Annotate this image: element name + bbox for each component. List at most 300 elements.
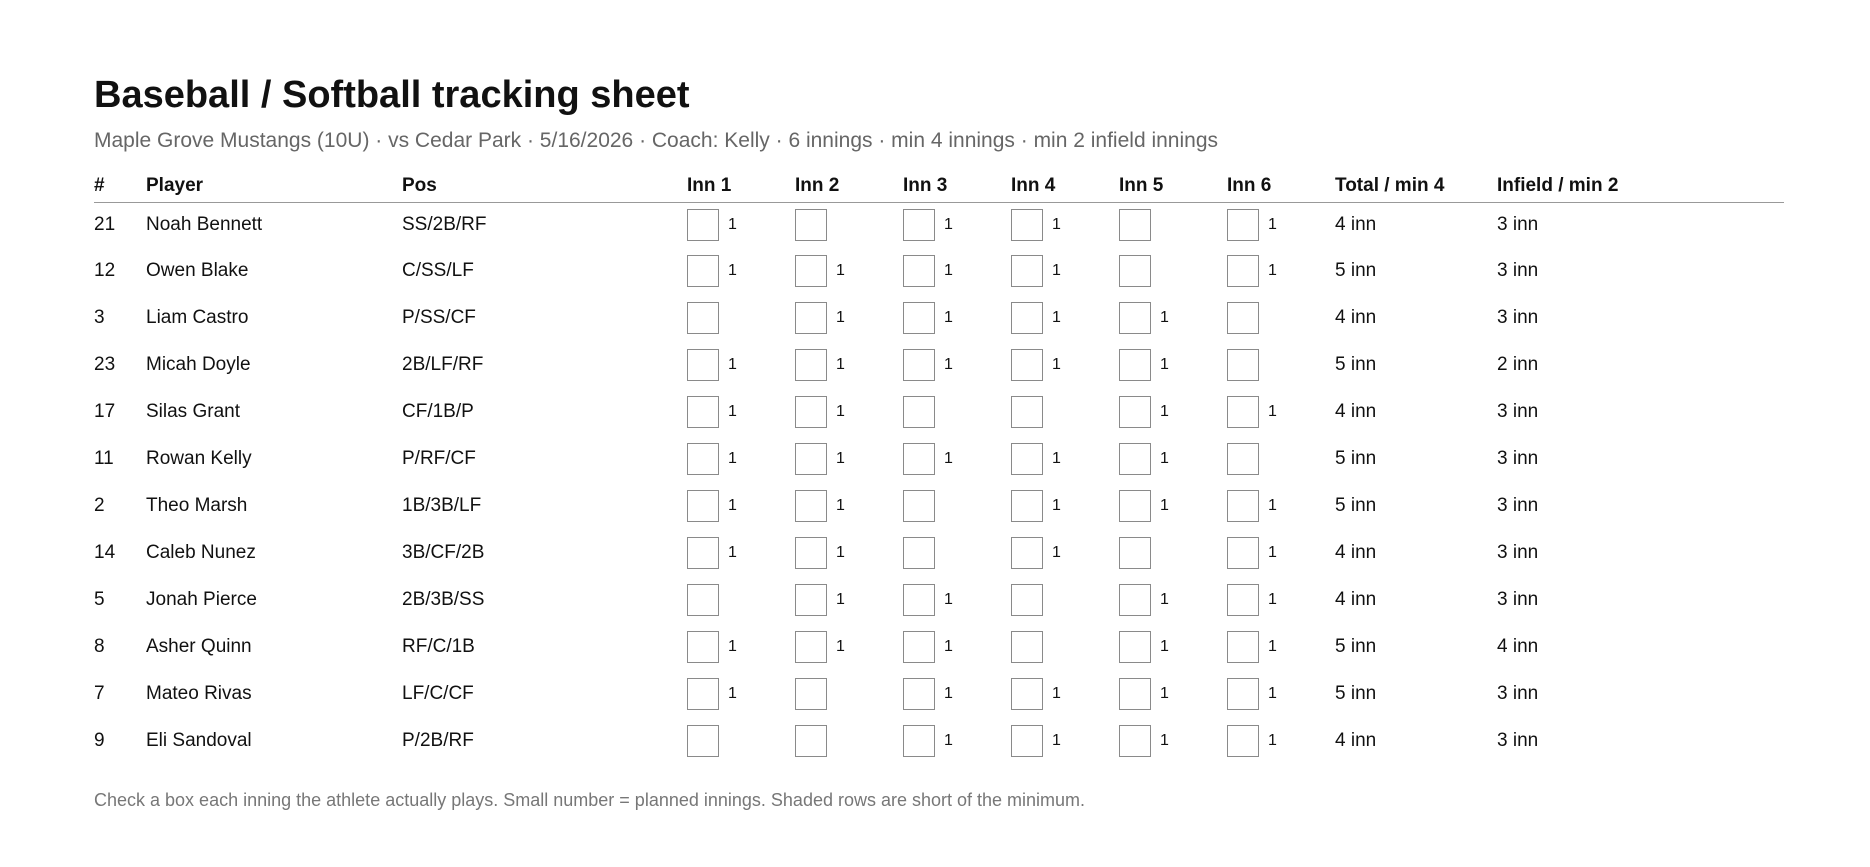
inning-cell-content: [1227, 443, 1335, 475]
planned-innings-label: 1: [944, 590, 953, 608]
inning-checkbox[interactable]: [1119, 209, 1151, 241]
table-row: [94, 203, 1784, 248]
inning-2-cell: [795, 247, 903, 294]
player-number: 21: [94, 214, 116, 235]
planned-innings-label: 1: [1052, 216, 1061, 233]
infield-innings: 4 inn: [1497, 635, 1539, 657]
player-positions: 3B/CF/2B: [402, 541, 485, 563]
inning-cell-content: [1011, 349, 1119, 381]
inning-4-cell: [1011, 294, 1119, 341]
inning-checkbox[interactable]: [1119, 302, 1151, 334]
inning-6-cell: [1227, 670, 1335, 717]
inning-cell-content: [795, 678, 903, 710]
planned-innings-label: 1: [1052, 355, 1061, 373]
planned-innings-label: 1: [1052, 261, 1061, 279]
inning-checkbox[interactable]: [795, 678, 827, 710]
inning-5-cell: [1119, 294, 1227, 341]
inning-2-cell: [795, 388, 903, 435]
inning-cell-content: [1119, 209, 1227, 241]
inning-checkbox[interactable]: [903, 209, 935, 241]
inning-cell-content: [795, 631, 903, 663]
inning-checkbox[interactable]: [687, 302, 719, 334]
inning-checkbox[interactable]: [1227, 725, 1259, 757]
total-innings: 4 inn: [1335, 306, 1377, 328]
player-positions: SS/2B/RF: [402, 214, 487, 235]
inning-cell-content: [1119, 349, 1227, 381]
inning-cell-content: [1227, 302, 1335, 334]
planned-innings-label: 1: [1160, 590, 1169, 608]
table-row: [94, 717, 1784, 764]
inning-checkbox[interactable]: [687, 725, 719, 757]
inning-checkbox[interactable]: [1119, 490, 1151, 522]
inning-4-cell: [1011, 576, 1119, 623]
inning-5-cell: [1119, 670, 1227, 717]
inning-checkbox[interactable]: [903, 725, 935, 757]
planned-innings-label: 1: [1268, 402, 1277, 420]
infield-innings: 3 inn: [1497, 588, 1539, 610]
planned-innings-label: 1: [836, 637, 845, 655]
planned-innings-label: 1: [944, 449, 953, 467]
total-innings: 5 inn: [1335, 494, 1377, 516]
inning-6-cell: [1227, 717, 1335, 764]
inning-checkbox[interactable]: [1119, 537, 1151, 569]
inning-5-cell: [1119, 435, 1227, 482]
inning-checkbox[interactable]: [795, 443, 827, 475]
inning-3-cell: [903, 203, 1011, 248]
planned-innings-label: 1: [944, 308, 953, 326]
inning-5-cell: [1119, 529, 1227, 576]
player-positions: 1B/3B/LF: [402, 494, 482, 516]
inning-checkbox[interactable]: [903, 302, 935, 334]
column-header-inn-3: Inn 3: [903, 174, 1011, 203]
inning-2-cell: [795, 482, 903, 529]
inning-cell-content: [1227, 209, 1335, 241]
inning-cell-content: [687, 584, 795, 616]
inning-2-cell: [795, 576, 903, 623]
planned-innings-label: 1: [1268, 216, 1277, 233]
inning-5-cell: [1119, 341, 1227, 388]
planned-innings-label: 1: [944, 684, 953, 702]
player-positions: CF/1B/P: [402, 400, 474, 422]
inning-cell-content: [1119, 537, 1227, 569]
planned-innings-label: 1: [944, 637, 953, 655]
inning-cell-content: [1119, 725, 1227, 757]
inning-checkbox[interactable]: [1119, 396, 1151, 428]
inning-cell-content: [1011, 209, 1119, 241]
inning-checkbox[interactable]: [1011, 725, 1043, 757]
player-name: Eli Sandoval: [146, 729, 252, 751]
inning-checkbox[interactable]: [903, 631, 935, 663]
table-row: [94, 435, 1784, 482]
inning-5-cell: [1119, 623, 1227, 670]
player-name: Mateo Rivas: [146, 682, 252, 704]
planned-innings-label: 1: [1160, 496, 1169, 514]
table-row: [94, 529, 1784, 576]
inning-cell-content: [795, 725, 903, 757]
player-positions: 2B/LF/RF: [402, 353, 484, 375]
inning-checkbox[interactable]: [903, 349, 935, 381]
column-header-inn-1: Inn 1: [687, 174, 795, 203]
planned-innings-label: 1: [728, 402, 737, 420]
inning-2-cell: [795, 341, 903, 388]
inning-1-cell: [687, 576, 795, 623]
player-number: 2: [94, 494, 105, 516]
infield-innings: 3 inn: [1497, 494, 1539, 516]
table-row: [94, 623, 1784, 670]
inning-checkbox[interactable]: [1011, 349, 1043, 381]
player-positions: P/RF/CF: [402, 447, 476, 469]
inning-1-cell: [687, 203, 795, 248]
player-name: Rowan Kelly: [146, 447, 252, 469]
total-innings: 4 inn: [1335, 588, 1377, 610]
player-positions: P/SS/CF: [402, 306, 476, 328]
total-innings: 4 inn: [1335, 400, 1377, 422]
inning-cell-content: [795, 443, 903, 475]
inning-4-cell: [1011, 482, 1119, 529]
inning-2-cell: [795, 294, 903, 341]
table-row: [94, 576, 1784, 623]
planned-innings-label: 1: [1268, 261, 1277, 279]
infield-innings: 2 inn: [1497, 353, 1539, 375]
inning-checkbox[interactable]: [1119, 725, 1151, 757]
column-header-inn-4: Inn 4: [1011, 174, 1119, 203]
inning-checkbox[interactable]: [1011, 490, 1043, 522]
inning-cell-content: [1227, 490, 1335, 522]
planned-innings-label: 1: [1268, 637, 1277, 655]
inning-cell-content: [687, 443, 795, 475]
table-row: [94, 670, 1784, 717]
planned-innings-label: 1: [1052, 449, 1061, 467]
column-header-inn-2: Inn 2: [795, 174, 903, 203]
planned-innings-label: 1: [836, 308, 845, 326]
inning-checkbox[interactable]: [1227, 209, 1259, 241]
page-title: Baseball / Softball tracking sheet: [94, 74, 690, 116]
table-row: [94, 294, 1784, 341]
inning-1-cell: [687, 529, 795, 576]
inning-checkbox[interactable]: [1227, 443, 1259, 475]
inning-cell-content: [903, 490, 1011, 522]
roster-body: [94, 203, 1784, 765]
inning-6-cell: [1227, 388, 1335, 435]
inning-cell-content: [1227, 537, 1335, 569]
inning-checkbox[interactable]: [1011, 678, 1043, 710]
inning-cell-content: [687, 725, 795, 757]
inning-checkbox[interactable]: [795, 537, 827, 569]
planned-innings-label: 1: [836, 590, 845, 608]
inning-cell-content: [795, 209, 903, 241]
inning-checkbox[interactable]: [1227, 678, 1259, 710]
player-name: Asher Quinn: [146, 635, 252, 657]
inning-checkbox[interactable]: [1011, 443, 1043, 475]
planned-innings-label: 1: [1268, 543, 1277, 561]
inning-checkbox[interactable]: [1227, 396, 1259, 428]
inning-cell-content: [1227, 255, 1335, 287]
inning-checkbox[interactable]: [795, 725, 827, 757]
inning-cell-content: [1119, 584, 1227, 616]
planned-innings-label: 1: [728, 355, 737, 373]
inning-checkbox[interactable]: [687, 349, 719, 381]
inning-cell-content: [1011, 725, 1119, 757]
inning-checkbox[interactable]: [687, 209, 719, 241]
page-subtitle: Maple Grove Mustangs (10U) · vs Cedar Park · 5/16/2026 · Coach: Kelly · 6 innings · min 4 innings · min 2 infield innings: [94, 129, 1219, 152]
player-number: 5: [94, 588, 105, 610]
planned-innings-label: 1: [728, 496, 737, 514]
total-innings: 5 inn: [1335, 447, 1377, 469]
inning-cell-content: [795, 396, 903, 428]
column-header-inn-6: Inn 6: [1227, 174, 1335, 203]
planned-innings-label: 1: [728, 216, 737, 233]
planned-innings-label: 1: [1268, 684, 1277, 702]
inning-cell-content: [903, 302, 1011, 334]
inning-checkbox[interactable]: [1227, 537, 1259, 569]
total-innings: 5 inn: [1335, 259, 1377, 281]
inning-5-cell: [1119, 482, 1227, 529]
inning-4-cell: [1011, 435, 1119, 482]
inning-4-cell: [1011, 203, 1119, 248]
inning-2-cell: [795, 435, 903, 482]
inning-cell-content: [903, 349, 1011, 381]
inning-checkbox[interactable]: [687, 443, 719, 475]
table-row: [94, 247, 1784, 294]
player-name: Micah Doyle: [146, 353, 251, 375]
inning-cell-content: [687, 255, 795, 287]
inning-checkbox[interactable]: [1011, 302, 1043, 334]
inning-checkbox[interactable]: [1011, 631, 1043, 663]
inning-3-cell: [903, 482, 1011, 529]
inning-checkbox[interactable]: [795, 396, 827, 428]
infield-innings: 3 inn: [1497, 682, 1539, 704]
inning-checkbox[interactable]: [795, 255, 827, 287]
inning-cell-content: [1011, 255, 1119, 287]
inning-checkbox[interactable]: [1119, 349, 1151, 381]
inning-cell-content: [795, 302, 903, 334]
planned-innings-label: 1: [728, 543, 737, 561]
inning-checkbox[interactable]: [1011, 396, 1043, 428]
inning-6-cell: [1227, 294, 1335, 341]
inning-cell-content: [1119, 302, 1227, 334]
planned-innings-label: 1: [836, 261, 845, 279]
inning-cell-content: [795, 537, 903, 569]
inning-checkbox[interactable]: [687, 490, 719, 522]
table-row: [94, 341, 1784, 388]
inning-cell-content: [903, 631, 1011, 663]
inning-5-cell: [1119, 388, 1227, 435]
inning-2-cell: [795, 717, 903, 764]
inning-cell-content: [903, 209, 1011, 241]
inning-checkbox[interactable]: [903, 678, 935, 710]
inning-cell-content: [1227, 678, 1335, 710]
inning-checkbox[interactable]: [687, 255, 719, 287]
inning-1-cell: [687, 341, 795, 388]
player-number: 11: [94, 447, 114, 469]
inning-checkbox[interactable]: [795, 349, 827, 381]
inning-checkbox[interactable]: [1119, 678, 1151, 710]
inning-cell-content: [903, 584, 1011, 616]
inning-4-cell: [1011, 341, 1119, 388]
inning-checkbox[interactable]: [903, 490, 935, 522]
inning-checkbox[interactable]: [1119, 631, 1151, 663]
planned-innings-label: 1: [1268, 496, 1277, 514]
inning-cell-content: [687, 631, 795, 663]
inning-cell-content: [1119, 396, 1227, 428]
inning-checkbox[interactable]: [1119, 584, 1151, 616]
total-innings: 5 inn: [1335, 682, 1377, 704]
inning-checkbox[interactable]: [1227, 302, 1259, 334]
inning-checkbox[interactable]: [687, 678, 719, 710]
inning-checkbox[interactable]: [795, 584, 827, 616]
planned-innings-label: 1: [728, 449, 737, 467]
planned-innings-label: 1: [728, 261, 737, 279]
inning-1-cell: [687, 670, 795, 717]
inning-cell-content: [1227, 396, 1335, 428]
planned-innings-label: 1: [728, 637, 737, 655]
inning-6-cell: [1227, 623, 1335, 670]
inning-4-cell: [1011, 623, 1119, 670]
inning-checkbox[interactable]: [687, 584, 719, 616]
inning-2-cell: [795, 203, 903, 248]
inning-3-cell: [903, 294, 1011, 341]
player-positions: C/SS/LF: [402, 259, 474, 281]
planned-innings-label: 1: [1268, 590, 1277, 608]
player-number: 12: [94, 259, 116, 281]
infield-innings: 3 inn: [1497, 400, 1539, 422]
inning-cell-content: [795, 255, 903, 287]
inning-checkbox[interactable]: [1227, 584, 1259, 616]
inning-checkbox[interactable]: [1011, 584, 1043, 616]
inning-checkbox[interactable]: [1119, 443, 1151, 475]
infield-innings: 3 inn: [1497, 259, 1539, 281]
inning-checkbox[interactable]: [1227, 490, 1259, 522]
inning-checkbox[interactable]: [903, 255, 935, 287]
planned-innings-label: 1: [728, 684, 737, 702]
total-innings: 4 inn: [1335, 214, 1377, 235]
inning-3-cell: [903, 247, 1011, 294]
planned-innings-label: 1: [1268, 731, 1277, 749]
player-positions: P/2B/RF: [402, 729, 474, 751]
inning-checkbox[interactable]: [1011, 537, 1043, 569]
inning-1-cell: [687, 482, 795, 529]
inning-6-cell: [1227, 203, 1335, 248]
inning-checkbox[interactable]: [1119, 255, 1151, 287]
inning-3-cell: [903, 529, 1011, 576]
inning-6-cell: [1227, 247, 1335, 294]
player-number: 7: [94, 682, 105, 704]
footnote: Check a box each inning the athlete actually plays. Small number = planned innings. Shaded rows are short of the minimum.: [94, 790, 1086, 810]
inning-3-cell: [903, 576, 1011, 623]
infield-innings: 3 inn: [1497, 541, 1539, 563]
inning-cell-content: [1227, 725, 1335, 757]
inning-cell-content: [1011, 584, 1119, 616]
inning-1-cell: [687, 294, 795, 341]
table-row: [94, 482, 1784, 529]
table-row: [94, 388, 1784, 435]
inning-checkbox[interactable]: [687, 396, 719, 428]
inning-cell-content: [1011, 678, 1119, 710]
inning-cell-content: [1011, 302, 1119, 334]
inning-cell-content: [903, 537, 1011, 569]
inning-4-cell: [1011, 388, 1119, 435]
inning-cell-content: [903, 255, 1011, 287]
planned-innings-label: 1: [944, 731, 953, 749]
inning-4-cell: [1011, 670, 1119, 717]
inning-checkbox[interactable]: [1227, 255, 1259, 287]
column-header-number: #: [94, 174, 146, 203]
inning-checkbox[interactable]: [903, 537, 935, 569]
infield-innings: 3 inn: [1497, 729, 1539, 751]
inning-checkbox[interactable]: [795, 490, 827, 522]
total-innings: 5 inn: [1335, 635, 1377, 657]
planned-innings-label: 1: [1052, 496, 1061, 514]
inning-6-cell: [1227, 341, 1335, 388]
inning-checkbox[interactable]: [1011, 255, 1043, 287]
player-name: Liam Castro: [146, 306, 249, 328]
player-positions: 2B/3B/SS: [402, 588, 485, 610]
planned-innings-label: 1: [944, 216, 953, 233]
column-header-total: Total / min 4: [1335, 174, 1497, 203]
inning-cell-content: [1011, 396, 1119, 428]
inning-cell-content: [687, 537, 795, 569]
total-innings: 4 inn: [1335, 541, 1377, 563]
inning-1-cell: [687, 623, 795, 670]
player-name: Owen Blake: [146, 259, 249, 281]
inning-cell-content: [1011, 443, 1119, 475]
inning-5-cell: [1119, 247, 1227, 294]
planned-innings-label: 1: [1160, 684, 1169, 702]
inning-cell-content: [1119, 255, 1227, 287]
inning-checkbox[interactable]: [1227, 631, 1259, 663]
inning-2-cell: [795, 529, 903, 576]
inning-checkbox[interactable]: [795, 631, 827, 663]
inning-checkbox[interactable]: [903, 443, 935, 475]
inning-cell-content: [1119, 631, 1227, 663]
inning-cell-content: [795, 490, 903, 522]
inning-5-cell: [1119, 717, 1227, 764]
planned-innings-label: 1: [1160, 355, 1169, 373]
inning-checkbox[interactable]: [1227, 349, 1259, 381]
header-row: [94, 174, 1784, 203]
inning-cell-content: [1227, 349, 1335, 381]
inning-6-cell: [1227, 529, 1335, 576]
inning-checkbox[interactable]: [687, 631, 719, 663]
inning-4-cell: [1011, 529, 1119, 576]
inning-cell-content: [903, 443, 1011, 475]
player-positions: RF/C/1B: [402, 635, 475, 657]
inning-4-cell: [1011, 717, 1119, 764]
inning-checkbox[interactable]: [903, 396, 935, 428]
inning-5-cell: [1119, 576, 1227, 623]
inning-cell-content: [687, 209, 795, 241]
inning-checkbox[interactable]: [903, 584, 935, 616]
player-positions: LF/C/CF: [402, 682, 474, 704]
inning-1-cell: [687, 388, 795, 435]
inning-checkbox[interactable]: [687, 537, 719, 569]
inning-3-cell: [903, 717, 1011, 764]
infield-innings: 3 inn: [1497, 214, 1539, 235]
inning-checkbox[interactable]: [795, 209, 827, 241]
inning-cell-content: [1011, 631, 1119, 663]
inning-cell-content: [1119, 490, 1227, 522]
inning-cell-content: [1227, 584, 1335, 616]
infield-innings: 3 inn: [1497, 306, 1539, 328]
total-innings: 5 inn: [1335, 353, 1377, 375]
inning-5-cell: [1119, 203, 1227, 248]
planned-innings-label: 1: [1160, 308, 1169, 326]
inning-checkbox[interactable]: [1011, 209, 1043, 241]
player-number: 9: [94, 729, 105, 751]
player-number: 14: [94, 541, 116, 563]
player-number: 17: [94, 400, 116, 422]
inning-checkbox[interactable]: [795, 302, 827, 334]
